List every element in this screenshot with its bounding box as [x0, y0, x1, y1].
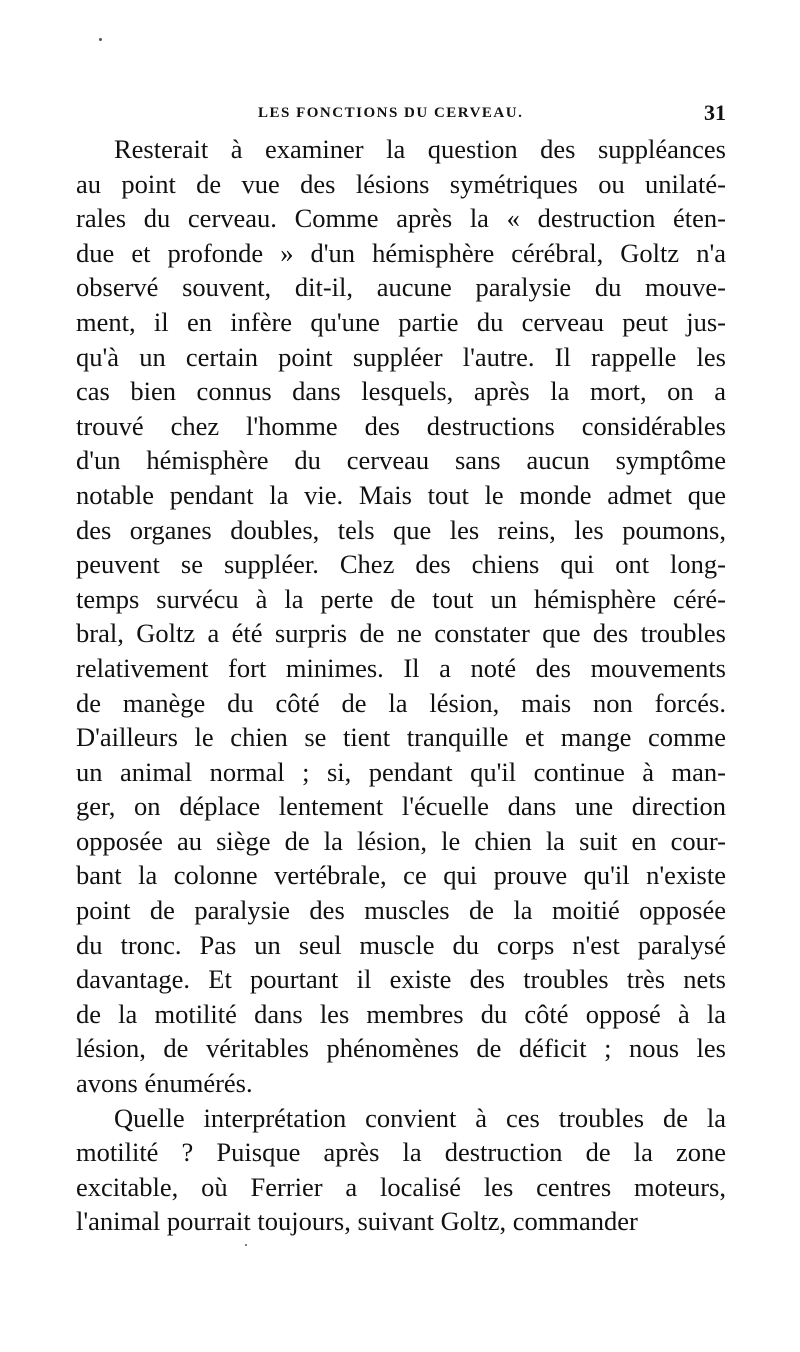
text-line: du tronc. Pas un seul muscle du corps n'est paralysé — [76, 929, 726, 960]
text-line: due et profonde » d'un hémisphère cérébral, Goltz n'a — [76, 237, 726, 268]
text-line: un animal normal ; si, pendant qu'il continue à man- — [76, 756, 726, 787]
text-line: excitable, où Ferrier a localisé les centres moteurs, — [76, 1171, 726, 1202]
text-line: ger, on déplace lentement l'écuelle dans une direction — [76, 791, 726, 822]
text-line: Quelle interprétation convient à ces troubles de la — [114, 1102, 726, 1133]
text-line: des organes doubles, tels que les reins, les poumons, — [76, 514, 726, 545]
text-line: peuvent se suppléer. Chez des chiens qui ont long- — [76, 549, 726, 580]
running-title: LES FONCTIONS DU CERVEAU. — [258, 105, 524, 121]
text-line: opposée au siège de la lésion, le chien la suit en cour- — [76, 825, 726, 856]
text-line: motilité ? Puisque après la destruction de la zone — [76, 1137, 726, 1168]
text-line: bral, Goltz a été surpris de ne constater que des troubles — [76, 618, 726, 649]
paragraph — [76, 1101, 726, 1239]
text-line: d'un hémisphère du cerveau sans aucun symptôme — [76, 445, 726, 476]
text-line: notable pendant la vie. Mais tout le monde admet que — [76, 479, 726, 510]
print-speck — [99, 38, 102, 41]
text-line: au point de vue des lésions symétriques ou unilaté- — [76, 168, 726, 199]
text-line: observé souvent, dit-il, aucune paralysie du mouve- — [76, 272, 726, 303]
text-line: point de paralysie des muscles de la moitié opposée — [76, 895, 726, 926]
page-number: 31 — [704, 100, 726, 125]
text-line: cas bien connus dans lesquels, après la mort, on a — [76, 376, 726, 407]
body-text — [76, 132, 726, 1239]
text-line: de la motilité dans les membres du côté opposé à la — [76, 998, 726, 1029]
text-line: D'ailleurs le chien se tient tranquille et mange comme — [76, 722, 726, 753]
text-line: trouvé chez l'homme des destructions considérables — [76, 410, 726, 441]
text-line: de manège du côté de la lésion, mais non forcés. — [76, 687, 726, 718]
text-line: qu'à un certain point suppléer l'autre. Il rappelle les — [76, 341, 726, 372]
text-line: relativement fort minimes. Il a noté des mouvements — [76, 652, 726, 683]
text-line: bant la colonne vertébrale, ce qui prouve qu'il n'existe — [76, 860, 726, 891]
page-header — [60, 96, 730, 130]
text-line: lésion, de véritables phénomènes de déficit ; nous les — [76, 1033, 726, 1064]
print-speck — [245, 1244, 247, 1246]
text-line: avons énumérés. — [76, 1068, 253, 1099]
text-line: Resterait à examiner la question des suppléances — [114, 134, 726, 164]
text-line: rales du cerveau. Comme après la « destruction éten- — [76, 203, 726, 234]
paragraph — [76, 132, 726, 1101]
text-line: davantage. Et pourtant il existe des troubles très nets — [76, 964, 726, 995]
text-line: ment, il en infère qu'une partie du cerveau peut jus- — [76, 306, 726, 337]
text-line: l'animal pourrait toujours, suivant Goltz, commander — [76, 1206, 638, 1237]
text-line: temps survécu à la perte de tout un hémisphère céré- — [76, 583, 726, 614]
